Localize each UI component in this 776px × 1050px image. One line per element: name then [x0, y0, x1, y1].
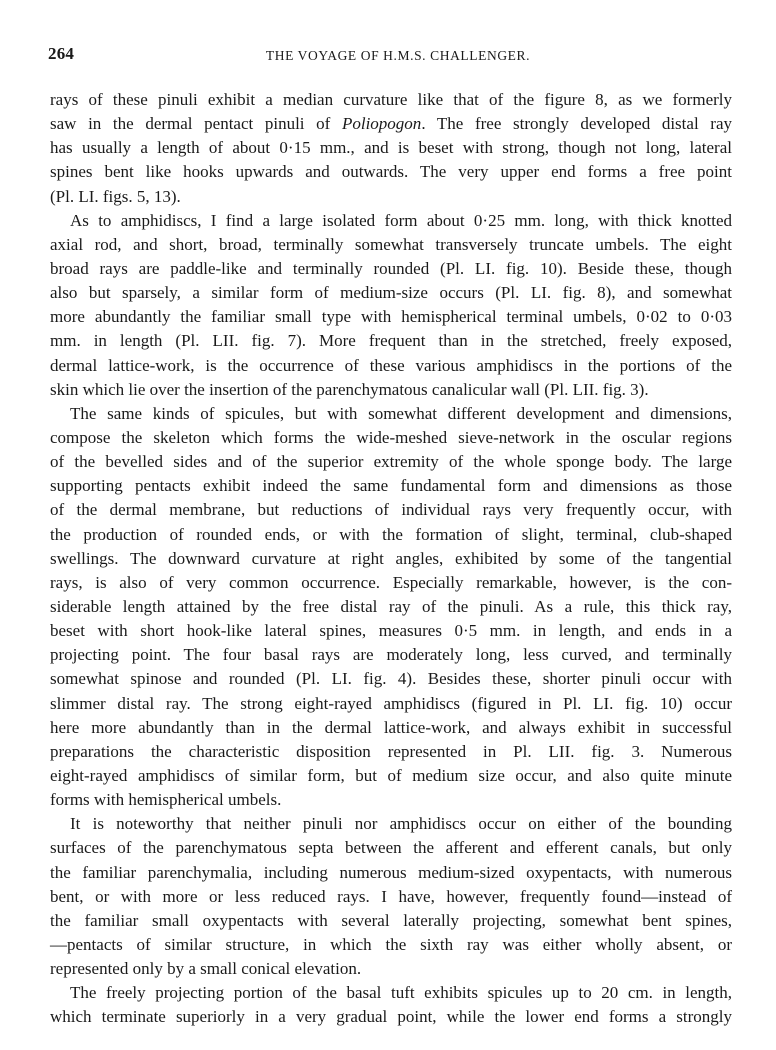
text-line: the familiar small oxypentacts with several laterally projecting, somewhat bent spines,: [50, 910, 732, 930]
text-line: also but sparsely, a similar form of medium-size occurs (Pl. LI. fig. 8), and somewhat: [50, 283, 732, 303]
text-line: broad rays are paddle-like and terminally rounded (Pl. LI. fig. 10). Beside these, though: [50, 258, 732, 278]
text-line: beset with short hook-like lateral spines, measures 0·5 mm. in length, and ends in a: [50, 621, 732, 641]
running-title: THE VOYAGE OF H.M.S. CHALLENGER.: [265, 48, 531, 63]
text-line: siderable length attained by the free distal ray of the pinuli. As a rule, this thick ray,: [50, 596, 732, 616]
paragraph: [50, 981, 732, 1029]
text-line: bent, or with more or less reduced rays. I have, however, frequently found—instead of: [50, 886, 732, 906]
paragraph: [50, 812, 732, 981]
text-line: has usually a length of about 0·15 mm., and is beset with strong, though not long, lateral: [50, 138, 732, 158]
text-line: skin which lie over the insertion of the parenchymatous canalicular wall (Pl. LII. fig. 3).: [50, 379, 649, 399]
text-line: rays, is also of very common occurrence. Especially remarkable, however, is the con-: [50, 572, 732, 592]
text-line: which terminate superiorly in a very gradual point, while the lower end forms a strongly: [50, 1007, 732, 1027]
text-line: forms with hemispherical umbels.: [50, 790, 282, 810]
text-line: The freely projecting portion of the basal tuft exhibits spicules up to 20 cm. in length,: [70, 983, 732, 1003]
text-line: It is noteworthy that neither pinuli nor amphidiscs occur on either of the bounding: [70, 814, 732, 834]
text-line: saw in the dermal pentact pinuli of Poliopogon. The free strongly developed distal ray: [50, 114, 733, 134]
text-line: more abundantly the familiar small type with hemispherical terminal umbels, 0·02 to 0·03: [50, 307, 732, 327]
text-line: the production of rounded ends, or with the formation of slight, terminal, club-shaped: [50, 524, 732, 544]
text-line: mm. in length (Pl. LII. fig. 7). More frequent than in the stretched, freely exposed,: [50, 331, 732, 351]
text-line: swellings. The downward curvature at right angles, exhibited by some of the tangential: [50, 548, 732, 568]
text-line: eight-rayed amphidiscs of similar form, but of medium size occur, and also quite minute: [50, 765, 732, 785]
text-line: of the bevelled sides and of the superior extremity of the whole sponge body. The large: [50, 452, 732, 472]
text-line: surfaces of the parenchymatous septa between the afferent and efferent canals, but only: [50, 838, 732, 858]
text-line: dermal lattice-work, is the occurrence of these various amphidiscs in the portions of the: [50, 355, 732, 375]
text-line: spines bent like hooks upwards and outwards. The very upper end forms a free point: [50, 162, 732, 182]
paragraph: [50, 402, 732, 812]
body-text: [50, 88, 732, 1029]
text-line: of the dermal membrane, but reductions of individual rays very frequently occur, with: [50, 500, 732, 520]
text-line: rays of these pinuli exhibit a median curvature like that of the figure 8, as we formerly: [50, 90, 732, 109]
paragraph: [50, 209, 732, 402]
text-line: (Pl. LI. figs. 5, 13).: [50, 186, 181, 206]
text-line: the familiar parenchymalia, including numerous medium-sized oxypentacts, with numerous: [50, 862, 732, 882]
text-line: here more abundantly than in the dermal lattice-work, and always exhibit in successful: [50, 717, 732, 737]
page-number: 264: [48, 44, 75, 63]
text-line: somewhat spinose and rounded (Pl. LI. fig. 4). Besides these, shorter pinuli occur with: [50, 669, 732, 689]
text-line: compose the skeleton which forms the wide-meshed sieve-network in the oscular regions: [50, 427, 732, 447]
text-line: slimmer distal ray. The strong eight-rayed amphidiscs (figured in Pl. LI. fig. 10) occur: [50, 693, 732, 713]
genus-name: Poliopogon: [341, 114, 422, 134]
text-line: axial rod, and short, broad, terminally somewhat transversely truncate umbels. The eight: [50, 234, 732, 254]
text-line: projecting point. The four basal rays are moderately long, less curved, and terminally: [50, 645, 732, 665]
text-line: The same kinds of spicules, but with somewhat different development and dimensions,: [70, 403, 732, 423]
text-line: supporting pentacts exhibit indeed the same fundamental form and dimensions as those: [50, 476, 732, 496]
text-line: —pentacts of similar structure, in which the sixth ray was either wholly absent, or: [50, 934, 732, 954]
text-line: As to amphidiscs, I find a large isolated form about 0·25 mm. long, with thick knotted: [70, 210, 732, 230]
text-line: represented only by a small conical elevation.: [50, 959, 362, 979]
text-line: preparations the characteristic disposition represented in Pl. LII. fig. 3. Numerous: [50, 741, 732, 761]
paragraph: [50, 88, 732, 209]
